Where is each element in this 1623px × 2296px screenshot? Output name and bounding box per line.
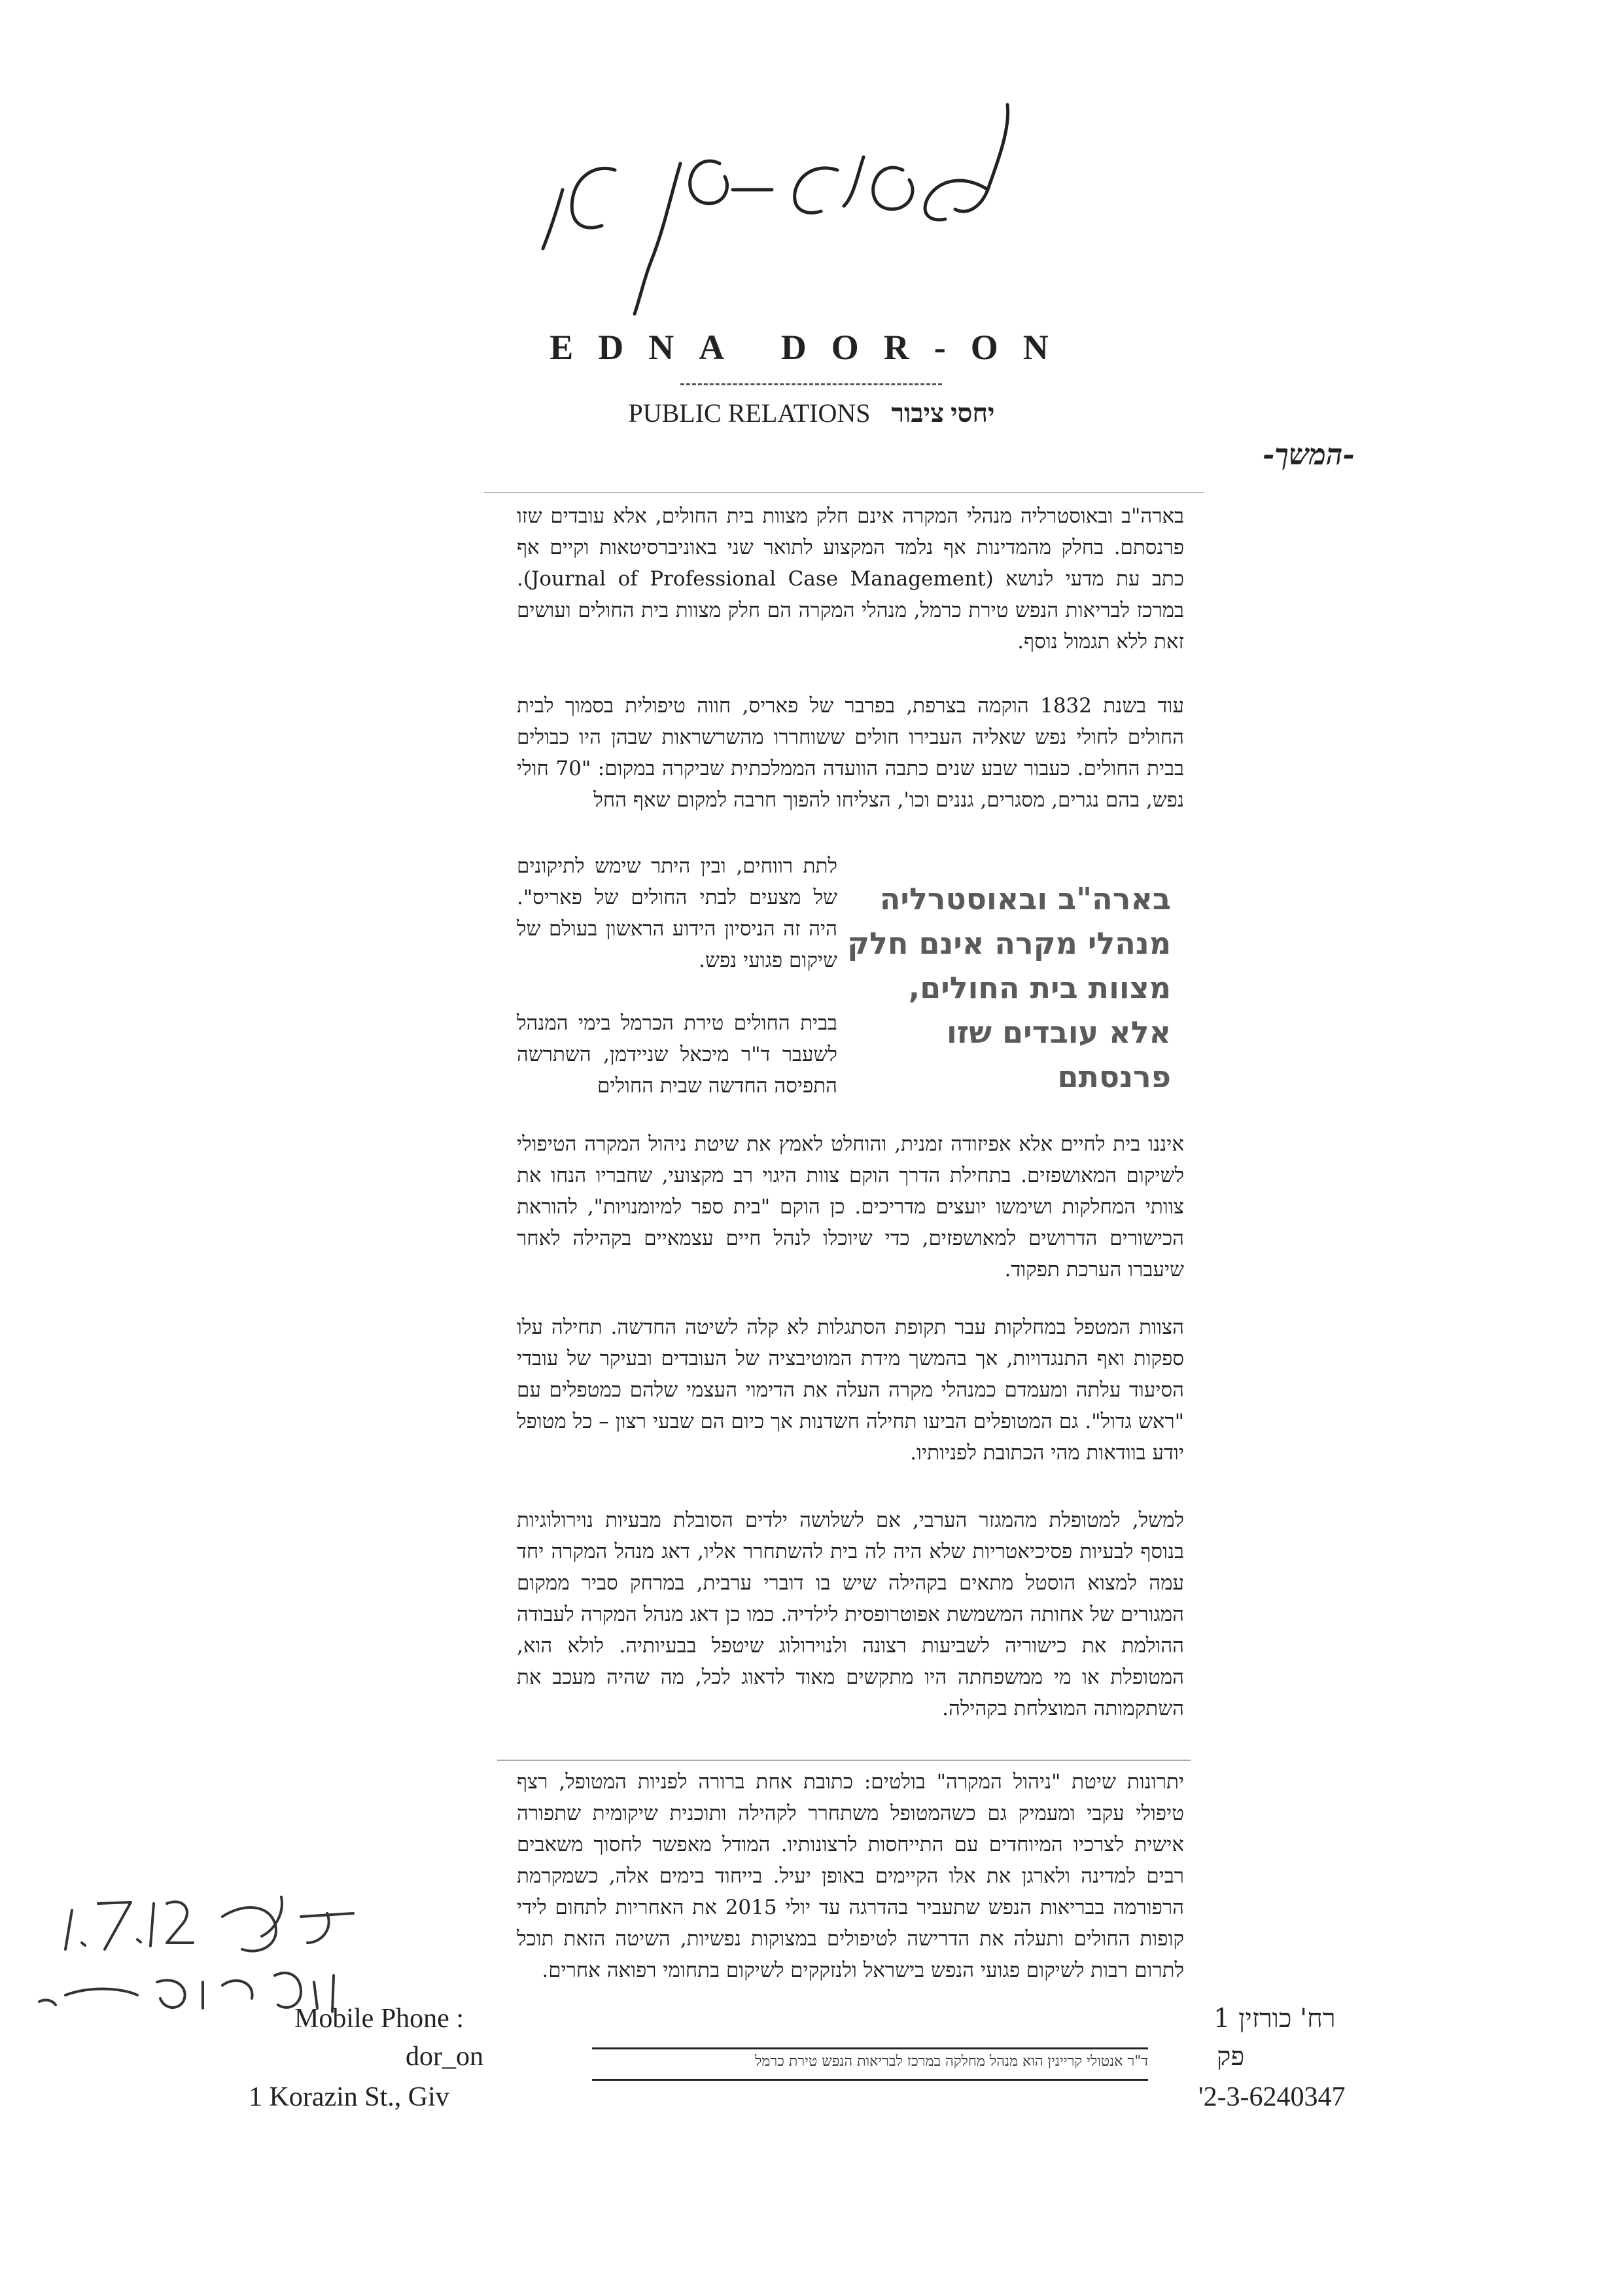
footer-phone: '2-3-6240347 [1198, 2082, 1346, 2112]
clipping-edge [484, 492, 1204, 493]
article-paragraph-3: לתת רווחים, ובין היתר שימש לתיקונים של מצעים לבתי החולים של פאריס". היה זה הניסיון הידוע הראשון בעולם של שיקום פגועי נפש. [517, 854, 837, 972]
tagline [0, 398, 1623, 428]
footer-email: dor_on [406, 2042, 483, 2072]
article-paragraph-5: איננו בית לחיים אלא אפיזודה זמנית, והוחלט לאמץ את שיטת ניהול המקרה הטיפולי לשיקום המאושפזים. בתחילת הדרך הוקם צוות היגוי רב מקצועי, שחבריו הנחו את צוותי המחלקות ושימשו יועצים מדריכים. כן הוקם "בית ספר למיומנויות", להוראת הכישורים הדרושים למאושפזים, כדי שיוכלו לנהל חיים עצמאיים בקהילה לאחר שיעברו הערכת תפקוד. [517, 1132, 1184, 1281]
byline-rule-top [592, 2047, 1148, 2049]
footer-address-he: רח' כורזין 1 [1213, 2004, 1336, 2034]
article-paragraph-8: יתרונות שיטת "ניהול המקרה" בולטים: כתובת אחת ברורה לפניות המטופל, רצף טיפולי עקבי ומעמיק גם כשהמטופל משתחרר לקהילה ותוכנית שיקומית שתפורה אישית לצרכיו המיוחדים עם התייחסות לרצונותיו. המודל מאפשר לחסוך משאבים רבים למדינה ולארגן את אלו הקיימים באופן יעיל. בייחוד בימים אלה, כשמקרמת הרפורמה בבריאות הנפש שתעביר בהדרגה עד יולי 2015 את האחריות לתחום לידי קופות החולים ותעלה את הדרישה לטיפולים במצוקות נפשיות, השיטה הזאת תוכל לתרום רבות לשיקום פגועי הנפש בישראל ולנזקקים לשיקום בתחומי רפואה אחרים. [517, 1770, 1184, 1982]
article-paragraph-1: בארה"ב ובאוסטרליה מנהלי המקרה אינם חלק מצוות בית החולים, אלא עובדים שזו פרנסתם. בחלק מהמדינות אף נלמד המקצוע לתואר שני באוניברסיטאות וקיים אף כתב עת מדעי לנושא (Journal of Professional Case Management). במרכז לבריאות הנפש טירת כרמל, מנהלי המקרה הם חלק מצוות בית החולים ועושים זאת ללא תגמול נוסף. [517, 504, 1184, 653]
article-paragraph-7: למשל, למטופלת מהמגזר הערבי, אם לשלושה ילדים הסובלת מבעיות נוירולוגיות בנוסף לבעיות פסיכיאטריות שלא היה לה בית להשתחרר אליו, דאג מנהל המקרה יחד עמה למצוא הוסטל מתאים בקהילה שיש בו דוברי ערבית, במרחק סביר ממקום המגורים של אחותה המשמשת אפוטרופסית לילדיה. כמו כן דאג מנהל המקרה לעבודה ההולמת את כישוריה לשביעות רצונה ולנוירולוג שיטפל בבעיותיה. לולא הוא, המטופלת או מי ממשפחתה היו מתקשים מאוד לדאוג לכל, מה שהיה מעכב את השתקמותה המוצלחת בקהילה. [517, 1508, 1184, 1720]
byline-rule-bottom [592, 2079, 1148, 2081]
article-paragraph-6: הצוות המטפל במחלקות עבר תקופת הסתגלות לא קלה לשיטה החדשה. תחילה עלו ספקות ואף התנגדויות, אך בהמשך מידת המוטיבציה של העובדים ובעיקר של עובדי הסיעוד עלתה ומעמדם כמנהלי מקרה העלה את הדימוי העצמי שלהם כמטפלים עם "ראש גדול". גם המטופלים הביעו תחילה חשדנות אך כיום הם שבעי רצון – כל מטופל יודע בוודאות מהי הכתובת לפניותיו. [517, 1315, 1184, 1465]
footer-mobile-label: Mobile Phone : [294, 2004, 464, 2034]
tagline-hebrew: יחסי ציבור [891, 398, 995, 428]
footer-fax-label: פק [1217, 2042, 1245, 2072]
article-paragraph-2: עוד בשנת 1832 הוקמה בצרפת, בפרבר של פאריס, חווה טיפולית בסמוך לבית החולים לחולי נפש שאליה העבירו חולים ששוחררו מהשרשראות שבהן היו כבולים בבית החולים. כעבור שבע שנים כתבה הוועדה הממלכתית שביקרה במקום: "70 חולי נפש, בהם נגרים, מסגרים, גננים וכו', הצליחו להפוך חרבה למקום שאף החל [517, 694, 1184, 812]
handwritten-note [26, 1877, 379, 2047]
brand-divider [680, 383, 942, 385]
clipping-seam [497, 1760, 1191, 1761]
signature-image [536, 92, 1112, 334]
pull-quote: בארה"ב ובאוסטרליה מנהלי מקרה אינם חלק מצוות בית החולים, אלא עובדים שזו פרנסתם [847, 881, 1171, 1094]
article-paragraph-4: בבית החולים טירת הכרמל בימי המנהל לשעבר ד"ר מיכאל שניידמן, השתרשה התפיסה החדשה שבית החולים [517, 1011, 837, 1098]
author-byline: ד"ר אנטולי קריינין הוא מנהל מחלקה במרכז לבריאות הנפש טירת כרמל [755, 2053, 1148, 2070]
footer-address-en: 1 Korazin St., Giv [249, 2082, 449, 2112]
continuation-label: -המשך- [1263, 438, 1355, 472]
brand-name: EDNA DOR-ON [550, 328, 1073, 367]
tagline-english: PUBLIC RELATIONS [628, 398, 871, 428]
